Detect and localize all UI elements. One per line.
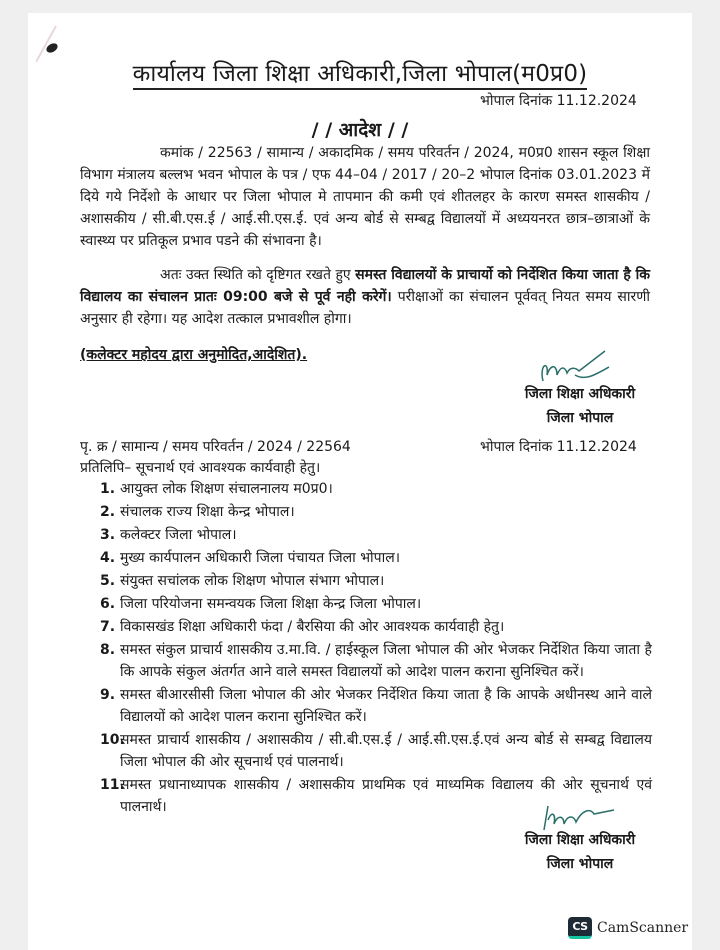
paragraph-1-text: कमांक / 22563 / सामान्य / अकादमिक / समय परिवर्तन / 2024, म0प्र0 शासन स्कूल शिक्षा विभाग मंत्रालय बल्लभ भवन भोपाल के पत्र / एफ 44–04 / 2017 / 20–2 भोपाल दिनांक 03.01.2023 में दिये गये निर्देशो के आधार पर जिला भोपाल मे तापमान की कमी एवं शीतलहर के कारण समस्त शासकीय / अशासकीय / सी.बी.एस.ई / आई.सी.एस.ई. एवं अन्य बोर्ड से सम्बद्व विद्यालयों में अध्ययनरत छात्र–छात्राओं के स्वास्थ्य पर प्रतिकूल प्रभाव पडने की संभावना है। [80, 145, 650, 249]
recipient-number: 5. [100, 573, 116, 589]
endorsement-date: भोपाल दिनांक 11.12.2024 [480, 439, 637, 455]
endorsement-reference: पृ. क्र / सामान्य / समय परिवर्तन / 2024 / 22564 [80, 439, 351, 455]
order-paragraph-1 [80, 142, 650, 252]
recipient-text: मुख्य कार्यपालन अधिकारी जिला पंचायत जिला भोपाल। [120, 550, 401, 566]
recipient-number: 4. [100, 550, 116, 566]
recipient-text: संचालक राज्य शिक्षा केन्द्र भोपाल। [120, 504, 295, 520]
order-paragraph-2 [80, 264, 650, 330]
office-title [0, 56, 720, 88]
recipient-item [100, 547, 652, 569]
recipient-number: 2. [100, 504, 116, 520]
recipient-text: संयुक्त सचांलक लोक शिक्षण भोपाल संभाग भोपाल। [120, 573, 385, 589]
camscanner-brand-text: CamScanner [597, 920, 689, 936]
office-title-text: कार्यालय जिला शिक्षा अधिकारी,जिला भोपाल(म0प्र0) [133, 61, 588, 90]
recipient-item [100, 729, 652, 773]
recipient-item [100, 593, 652, 615]
recipient-number: 3. [100, 527, 116, 543]
order-date: भोपाल दिनांक 11.12.2024 [480, 93, 637, 109]
paragraph-2-lead: अतः उक्त स्थिति को दृष्टिगत रखते हुए [160, 267, 351, 283]
collector-approval-note: (कलेक्टर महोदय द्वारा अनुमोदित,आदेशित). [80, 347, 308, 363]
recipient-text: आयुक्त लोक शिक्षण संचालनालय म0प्र0। [120, 481, 333, 497]
recipient-item [100, 524, 652, 546]
signature-block-1 [500, 382, 660, 430]
recipient-number: 1. [100, 481, 116, 497]
recipient-item [100, 684, 652, 728]
recipient-item [100, 501, 652, 523]
signature-block-2 [505, 828, 655, 876]
recipient-list [100, 478, 652, 819]
recipient-text: जिला परियोजना समन्वयक जिला शिक्षा केन्द्र जिला भोपाल। [120, 596, 422, 612]
signature-1-location: जिला भोपाल [546, 410, 614, 426]
camscanner-logo-icon: CS [568, 917, 592, 939]
paragraph-2-directive: समस्त विद्यालयों के प्राचार्यो को निर्देशित किया जाता है कि विद्यालय का संचालन प्रातः 09:00 बजे से पूर्व नही करेगें। [80, 267, 651, 305]
recipient-item [100, 639, 652, 683]
recipient-item [100, 570, 652, 592]
order-heading: / / आदेश / / [311, 119, 409, 141]
paragraph-2-rest: परीक्षाओं का संचालन पूर्ववत् नियत समय सारणी अनुसार ही रहेगा। यह आदेश तत्काल प्रभावशील होगा। [80, 289, 650, 327]
signature-2-location: जिला भोपाल [546, 856, 614, 872]
recipient-text: समस्त संकुल प्राचार्य शासकीय उ.मा.वि. / हाईस्कूल जिला भोपाल की ओर भेजकर निर्देशित किया जाता है कि आपके संकुल अंतर्गत आने वाले समस्त विद्यालयों को आदेश पालन कराना सुनिश्चित करें। [120, 642, 652, 680]
recipient-text: कलेक्टर जिला भोपाल। [120, 527, 237, 543]
copy-to-line: प्रतिलिपि– सूचनार्थ एवं आवश्यक कार्यवाही हेतु। [80, 460, 321, 476]
recipient-number: 9. [100, 687, 116, 703]
recipient-number: 8. [100, 642, 116, 658]
recipient-number: 10. [100, 732, 125, 748]
recipient-number: 6. [100, 596, 116, 612]
camscanner-watermark [568, 917, 688, 939]
recipient-text: समस्त प्रधानाध्यापक शासकीय / अशासकीय प्राथमिक एवं माध्यमिक विद्यालय की ओर सूचनार्थ एवं पालनार्थ। [120, 777, 652, 815]
signature-1-designation: जिला शिक्षा अधिकारी [524, 386, 636, 402]
recipient-item [100, 478, 652, 500]
recipient-text: समस्त बीआरसीसी जिला भोपाल की ओर भेजकर निर्देशित किया जाता है कि आपके अधीनस्थ आने वाले विद्यालयों को आदेश पालन कराना सुनिश्चित करें। [120, 687, 652, 725]
recipient-item [100, 616, 652, 638]
signature-2-designation: जिला शिक्षा अधिकारी [524, 832, 636, 848]
recipient-text: विकासखंड शिक्षा अधिकारी फंदा / बैरसिया की ओर आवश्यक कार्यवाही हेतु। [120, 619, 505, 635]
recipient-number: 7. [100, 619, 116, 635]
recipient-number: 11. [100, 777, 125, 793]
recipient-text: समस्त प्राचार्य शासकीय / अशासकीय / सी.बी.एस.ई / आई.सी.एस.ई.एवं अन्य बोर्ड से सम्बद्व विद्यालय जिला भोपाल की ओर सूचनार्थ एवं पालनार्थ। [120, 732, 652, 770]
